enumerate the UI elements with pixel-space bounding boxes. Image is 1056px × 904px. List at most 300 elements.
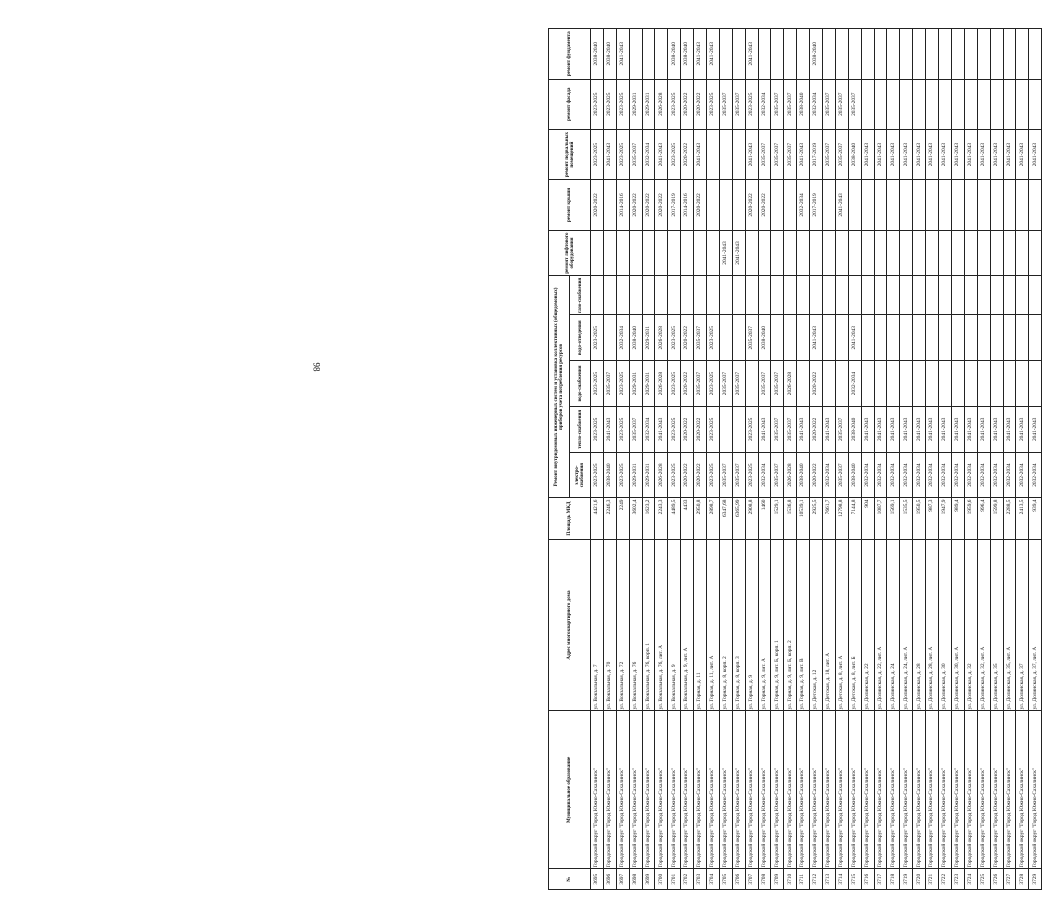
cell-bs: 2041-2043 (900, 129, 913, 179)
cell-wd: 2023-2025 (591, 315, 604, 361)
cell-fc: 2035-2037 (719, 79, 732, 129)
cell-a: ул. Долинская, д. 24 (887, 539, 900, 711)
cell-ws (797, 361, 810, 407)
cell-ws (1003, 361, 1016, 407)
cell-ht: 2041-2043 (939, 406, 952, 452)
cell-el: 2032-2034 (939, 452, 952, 498)
cell-ws (835, 361, 848, 407)
cell-bs: 2041-2043 (1029, 129, 1042, 179)
cell-lf (861, 230, 874, 276)
cell-ws (951, 361, 964, 407)
cell-n: 3701 (668, 869, 681, 890)
cell-bs: 2041-2043 (939, 129, 952, 179)
header-elevator: ремонт лифтового оборудования (549, 230, 591, 276)
cell-m: Городской округ "Город Южно-Сахалинск" (1003, 711, 1016, 869)
cell-el: 2038-2040 (848, 452, 861, 498)
table-row (913, 29, 926, 890)
cell-bs: 2041-2043 (913, 129, 926, 179)
cell-m: Городской округ "Город Южно-Сахалинск" (939, 711, 952, 869)
cell-fc: 2023-2025 (616, 79, 629, 129)
cell-n: 3726 (990, 869, 1003, 890)
cell-n: 3699 (642, 869, 655, 890)
cell-a: ул. Вокзальная, д. 76 (629, 539, 642, 711)
cell-el: 2020-2022 (681, 452, 694, 498)
cell-a: ул. Долинская, д. 35, лит. А (1003, 539, 1016, 711)
cell-rf (964, 180, 977, 230)
cell-gs (771, 276, 784, 315)
cell-a: ул. Вокзальная, д. 76, лит. А (655, 539, 668, 711)
cell-m: Городской округ "Город Южно-Сахалинск" (951, 711, 964, 869)
cell-s: 1950,5 (913, 498, 926, 539)
cell-a: ул. Горная, д. 8, корп. 3 (732, 539, 745, 711)
cell-rf (926, 180, 939, 230)
cell-n: 3714 (835, 869, 848, 890)
cell-m: Городской округ "Город Южно-Сахалинск" (655, 711, 668, 869)
cell-s: 2950,8 (694, 498, 707, 539)
cell-m: Городской округ "Город Южно-Сахалинск" (810, 711, 823, 869)
cell-rf: 2017-2019 (810, 180, 823, 230)
cell-rf (1003, 180, 1016, 230)
cell-fc: 2032-2034 (758, 79, 771, 129)
cell-ws (874, 361, 887, 407)
cell-a: ул. Вокзальная, д. 9, лит. А (681, 539, 694, 711)
cell-lf (977, 230, 990, 276)
cell-ht: 2023-2025 (745, 406, 758, 452)
cell-bs: 2041-2043 (1003, 129, 1016, 179)
cell-m: Городской округ "Город Южно-Сахалинск" (681, 711, 694, 869)
cell-m: Городской округ "Город Южно-Сахалинск" (1016, 711, 1029, 869)
table-row (668, 29, 681, 890)
cell-el: 2029-2031 (642, 452, 655, 498)
cell-lf: 2041-2043 (719, 230, 732, 276)
cell-ws: 2026-2028 (655, 361, 668, 407)
cell-m: Городской округ "Город Южно-Сахалинск" (964, 711, 977, 869)
cell-a: ул. Долинская, д. 28 (913, 539, 926, 711)
cell-wd (926, 315, 939, 361)
table-row (603, 29, 616, 890)
cell-wd (732, 315, 745, 361)
cell-ws (1029, 361, 1042, 407)
cell-s: 4421,6 (591, 498, 604, 539)
cell-bs: 2035-2037 (835, 129, 848, 179)
cell-wd (887, 315, 900, 361)
cell-lf (926, 230, 939, 276)
table-row (745, 29, 758, 890)
cell-s: 987,3 (926, 498, 939, 539)
cell-fc: 2023-2025 (591, 79, 604, 129)
cell-m: Городской округ "Город Южно-Сахалинск" (913, 711, 926, 869)
cell-gs (1016, 276, 1029, 315)
cell-gs (797, 276, 810, 315)
table-row (655, 29, 668, 890)
cell-el: 2032-2034 (874, 452, 887, 498)
cell-wd (1003, 315, 1016, 361)
cell-s: 10539,1 (797, 498, 810, 539)
cell-a: ул. Долинская, д. 37 (1016, 539, 1029, 711)
cell-gs (1003, 276, 1016, 315)
cell-a: ул. Горная, д. 11 (694, 539, 707, 711)
cell-m: Городской округ "Город Южно-Сахалинск" (591, 711, 604, 869)
cell-bs: 2017-2019 (810, 129, 823, 179)
cell-el: 2023-2025 (668, 452, 681, 498)
cell-gs (939, 276, 952, 315)
cell-ht: 2020-2022 (681, 406, 694, 452)
cell-gs (900, 276, 913, 315)
cell-gs (874, 276, 887, 315)
cell-lf (1016, 230, 1029, 276)
cell-fc (990, 79, 1003, 129)
cell-gs (603, 276, 616, 315)
cell-el: 2035-2037 (732, 452, 745, 498)
cell-n: 3707 (745, 869, 758, 890)
cell-ht: 2041-2043 (758, 406, 771, 452)
cell-ht: 2041-2043 (823, 406, 836, 452)
cell-ws: 2023-2025 (668, 361, 681, 407)
cell-m: Городской округ "Город Южно-Сахалинск" (926, 711, 939, 869)
cell-ht (732, 406, 745, 452)
cell-gs (861, 276, 874, 315)
cell-wd (835, 315, 848, 361)
cell-ht: 2023-2025 (668, 406, 681, 452)
cell-a: ул. Вокзальная, д. 72 (616, 539, 629, 711)
cell-ht: 2035-2037 (629, 406, 642, 452)
cell-wd (964, 315, 977, 361)
cell-gs (784, 276, 797, 315)
cell-rf: 2020-2022 (655, 180, 668, 230)
cell-rf (732, 180, 745, 230)
cell-fc: 2023-2025 (745, 79, 758, 129)
cell-fc: 2023-2025 (668, 79, 681, 129)
cell-gs (848, 276, 861, 315)
cell-bs: 2041-2043 (990, 129, 1003, 179)
cell-n: 3708 (758, 869, 771, 890)
cell-fd: 2038-2040 (668, 29, 681, 80)
cell-el: 2026-2028 (655, 452, 668, 498)
cell-lf (848, 230, 861, 276)
cell-fd (874, 29, 887, 80)
cell-gs (887, 276, 900, 315)
cell-lf (990, 230, 1003, 276)
cell-bs: 2041-2043 (887, 129, 900, 179)
cell-fd (1029, 29, 1042, 80)
cell-s: 1623,2 (642, 498, 655, 539)
header-roof: ремонт крыши (549, 180, 591, 230)
cell-s: 6347,68 (719, 498, 732, 539)
cell-wd: 2038-2040 (629, 315, 642, 361)
cell-m: Городской округ "Город Южно-Сахалинск" (784, 711, 797, 869)
cell-ht: 2041-2043 (926, 406, 939, 452)
cell-n: 3700 (655, 869, 668, 890)
cell-rf (900, 180, 913, 230)
cell-s: 7144,8 (848, 498, 861, 539)
cell-el: 2032-2034 (900, 452, 913, 498)
table-row (990, 29, 1003, 890)
cell-lf (797, 230, 810, 276)
cell-fc (926, 79, 939, 129)
cell-el: 2032-2034 (990, 452, 1003, 498)
cell-ht: 2041-2043 (861, 406, 874, 452)
cell-s: 1599,8 (990, 498, 1003, 539)
cell-rf (874, 180, 887, 230)
cell-fd (823, 29, 836, 80)
cell-rf (707, 180, 720, 230)
cell-bs: 2041-2043 (951, 129, 964, 179)
cell-s: 996,4 (977, 498, 990, 539)
cell-s: 2898,7 (707, 498, 720, 539)
cell-fd (771, 29, 784, 80)
cell-ws: 2029-2031 (642, 361, 655, 407)
table-row (861, 29, 874, 890)
cell-fd: 2038-2040 (810, 29, 823, 80)
cell-gs (926, 276, 939, 315)
cell-fc: 2035-2037 (848, 79, 861, 129)
cell-gs (616, 276, 629, 315)
cell-s: 3602,4 (629, 498, 642, 539)
cell-el: 2023-2025 (707, 452, 720, 498)
cell-ws: 2032-2034 (848, 361, 861, 407)
repair-schedule-table (548, 28, 1042, 890)
cell-gs (655, 276, 668, 315)
cell-ws: 2023-2025 (591, 361, 604, 407)
cell-n: 3728 (1016, 869, 1029, 890)
cell-s: 12798,8 (835, 498, 848, 539)
cell-m: Городской округ "Город Южно-Сахалинск" (848, 711, 861, 869)
cell-el: 2026-2028 (784, 452, 797, 498)
cell-a: ул. Долинская, д. 32, лит. А (977, 539, 990, 711)
cell-gs (694, 276, 707, 315)
cell-lf (1029, 230, 1042, 276)
table-row (926, 29, 939, 890)
cell-bs: 2032-2034 (642, 129, 655, 179)
cell-m: Городской округ "Город Южно-Сахалинск" (629, 711, 642, 869)
table-row (823, 29, 836, 890)
cell-fd (719, 29, 732, 80)
cell-a: ул. Вокзальная, д. 76, корп. 1 (642, 539, 655, 711)
header-heat: тепло-снабжения (570, 406, 591, 452)
table-row (810, 29, 823, 890)
cell-fd (629, 29, 642, 80)
cell-wd (771, 315, 784, 361)
cell-bs: 2035-2037 (771, 129, 784, 179)
cell-fd (887, 29, 900, 80)
cell-fc (977, 79, 990, 129)
cell-fd (848, 29, 861, 80)
cell-m: Городской округ "Город Южно-Сахалинск" (642, 711, 655, 869)
table-row (939, 29, 952, 890)
cell-fd (797, 29, 810, 80)
cell-n: 3725 (977, 869, 990, 890)
cell-el: 2020-2022 (694, 452, 707, 498)
cell-rf (1029, 180, 1042, 230)
cell-s: 4433 (681, 498, 694, 539)
table-row (719, 29, 732, 890)
cell-fc: 2023-2025 (603, 79, 616, 129)
cell-wd (1029, 315, 1042, 361)
cell-wd (990, 315, 1003, 361)
cell-wd (784, 315, 797, 361)
cell-el: 2032-2034 (1003, 452, 1016, 498)
cell-ht: 2023-2025 (616, 406, 629, 452)
cell-fc (939, 79, 952, 129)
cell-n: 3698 (629, 869, 642, 890)
header-sewer: водо-отведения (570, 315, 591, 361)
header-utilities-group: Ремонт внутридомовых инженерных систем и установка коллективных (общедомовых) приборов учета потребления ресурсов (549, 276, 570, 498)
cell-fc: 2035-2037 (771, 79, 784, 129)
cell-fd (900, 29, 913, 80)
table-row (681, 29, 694, 890)
cell-wd (913, 315, 926, 361)
cell-n: 3706 (732, 869, 745, 890)
cell-el: 2032-2034 (1029, 452, 1042, 498)
cell-ws (977, 361, 990, 407)
cell-lf (823, 230, 836, 276)
cell-a: ул. Долинская, д. 22, лит. А (874, 539, 887, 711)
cell-ht: 2041-2043 (603, 406, 616, 452)
cell-ht: 2041-2043 (964, 406, 977, 452)
cell-n: 3715 (848, 869, 861, 890)
table-row (848, 29, 861, 890)
cell-a: ул. Детская, д. 8, лит. Б (848, 539, 861, 711)
cell-fc: 2026-2028 (655, 79, 668, 129)
cell-fd: 2041-2043 (616, 29, 629, 80)
cell-fd (758, 29, 771, 80)
table-row (1003, 29, 1016, 890)
cell-n: 3723 (951, 869, 964, 890)
cell-ws (939, 361, 952, 407)
cell-el: 2035-2037 (771, 452, 784, 498)
cell-ws (900, 361, 913, 407)
cell-s: 2246,3 (603, 498, 616, 539)
cell-m: Городской округ "Город Южно-Сахалинск" (887, 711, 900, 869)
cell-n: 3709 (771, 869, 784, 890)
cell-rf (784, 180, 797, 230)
cell-el: 2032-2034 (887, 452, 900, 498)
cell-wd (900, 315, 913, 361)
header-basement: ремонт подвальных помещений (549, 129, 591, 179)
cell-fd (1003, 29, 1016, 80)
cell-lf (591, 230, 604, 276)
cell-s: 2249 (616, 498, 629, 539)
cell-s: 1460 (758, 498, 771, 539)
cell-bs: 2023-2025 (668, 129, 681, 179)
cell-lf (758, 230, 771, 276)
cell-el: 2020-2022 (810, 452, 823, 498)
table-row (758, 29, 771, 890)
cell-bs: 2041-2043 (861, 129, 874, 179)
cell-lf (694, 230, 707, 276)
cell-gs (835, 276, 848, 315)
cell-gs (1029, 276, 1042, 315)
table-row (874, 29, 887, 890)
cell-lf (900, 230, 913, 276)
cell-fc: 2032-2034 (810, 79, 823, 129)
cell-gs (668, 276, 681, 315)
cell-wd (719, 315, 732, 361)
header-gas: газо-снабжения (570, 276, 591, 315)
cell-fd (642, 29, 655, 80)
cell-gs (951, 276, 964, 315)
cell-a: ул. Горная, д. 9, лит. В (797, 539, 810, 711)
cell-a: ул. Долинская, д. 37, лит. А (1029, 539, 1042, 711)
cell-s: 939,4 (1029, 498, 1042, 539)
cell-n: 3727 (1003, 869, 1016, 890)
cell-m: Городской округ "Город Южно-Сахалинск" (835, 711, 848, 869)
cell-fc (951, 79, 964, 129)
cell-s: 2925,5 (810, 498, 823, 539)
cell-gs (823, 276, 836, 315)
cell-m: Городской округ "Город Южно-Сахалинск" (823, 711, 836, 869)
cell-s: 1947,9 (939, 498, 952, 539)
cell-bs: 2020-2022 (681, 129, 694, 179)
cell-lf (771, 230, 784, 276)
cell-fd (926, 29, 939, 80)
cell-bs: 2041-2043 (655, 129, 668, 179)
cell-lf (874, 230, 887, 276)
cell-a: ул. Вокзальная, д. 7 (591, 539, 604, 711)
cell-ws: 2023-2025 (616, 361, 629, 407)
cell-el: 2038-2040 (797, 452, 810, 498)
cell-ht (719, 406, 732, 452)
cell-m: Городской округ "Город Южно-Сахалинск" (861, 711, 874, 869)
cell-rf: 2020-2022 (629, 180, 642, 230)
cell-ws: 2020-2022 (681, 361, 694, 407)
cell-s: 1535,5 (900, 498, 913, 539)
cell-bs: 2041-2043 (926, 129, 939, 179)
cell-fc (861, 79, 874, 129)
cell-a: ул. Горная, д. 9, лит. Б, корп. 1 (771, 539, 784, 711)
cell-m: Городской округ "Город Южно-Сахалинск" (797, 711, 810, 869)
cell-ws (861, 361, 874, 407)
cell-ws (887, 361, 900, 407)
cell-rf (861, 180, 874, 230)
cell-fd: 2041-2043 (694, 29, 707, 80)
cell-gs (810, 276, 823, 315)
cell-rf (719, 180, 732, 230)
cell-a: ул. Вокзальная, д. 9 (668, 539, 681, 711)
cell-fd: 2038-2040 (591, 29, 604, 80)
cell-n: 3697 (616, 869, 629, 890)
cell-m: Городской округ "Город Южно-Сахалинск" (900, 711, 913, 869)
cell-s: 7661,7 (823, 498, 836, 539)
cell-bs: 2035-2037 (784, 129, 797, 179)
cell-fc: 2035-2037 (732, 79, 745, 129)
cell-a: ул. Горная, д. 9 (745, 539, 758, 711)
cell-el: 2032-2034 (926, 452, 939, 498)
cell-wd: 2035-2037 (745, 315, 758, 361)
cell-lf (629, 230, 642, 276)
cell-s: 1536,8 (784, 498, 797, 539)
cell-ht: 2041-2043 (874, 406, 887, 452)
cell-ht: 2041-2043 (655, 406, 668, 452)
cell-rf: 2017-2019 (668, 180, 681, 230)
cell-ht: 2041-2043 (1029, 406, 1042, 452)
cell-s: 6365,99 (732, 498, 745, 539)
cell-gs (681, 276, 694, 315)
cell-fd (784, 29, 797, 80)
cell-fd (939, 29, 952, 80)
cell-lf: 2041-2043 (732, 230, 745, 276)
table-row (887, 29, 900, 890)
cell-bs (707, 129, 720, 179)
cell-rf (603, 180, 616, 230)
cell-s: 2288,5 (1003, 498, 1016, 539)
cell-rf: 2041-2043 (835, 180, 848, 230)
cell-ws (1016, 361, 1029, 407)
cell-bs: 2041-2043 (603, 129, 616, 179)
cell-s: 1959,6 (964, 498, 977, 539)
cell-ws: 2029-2031 (629, 361, 642, 407)
cell-a: ул. Долинская, д. 22 (861, 539, 874, 711)
